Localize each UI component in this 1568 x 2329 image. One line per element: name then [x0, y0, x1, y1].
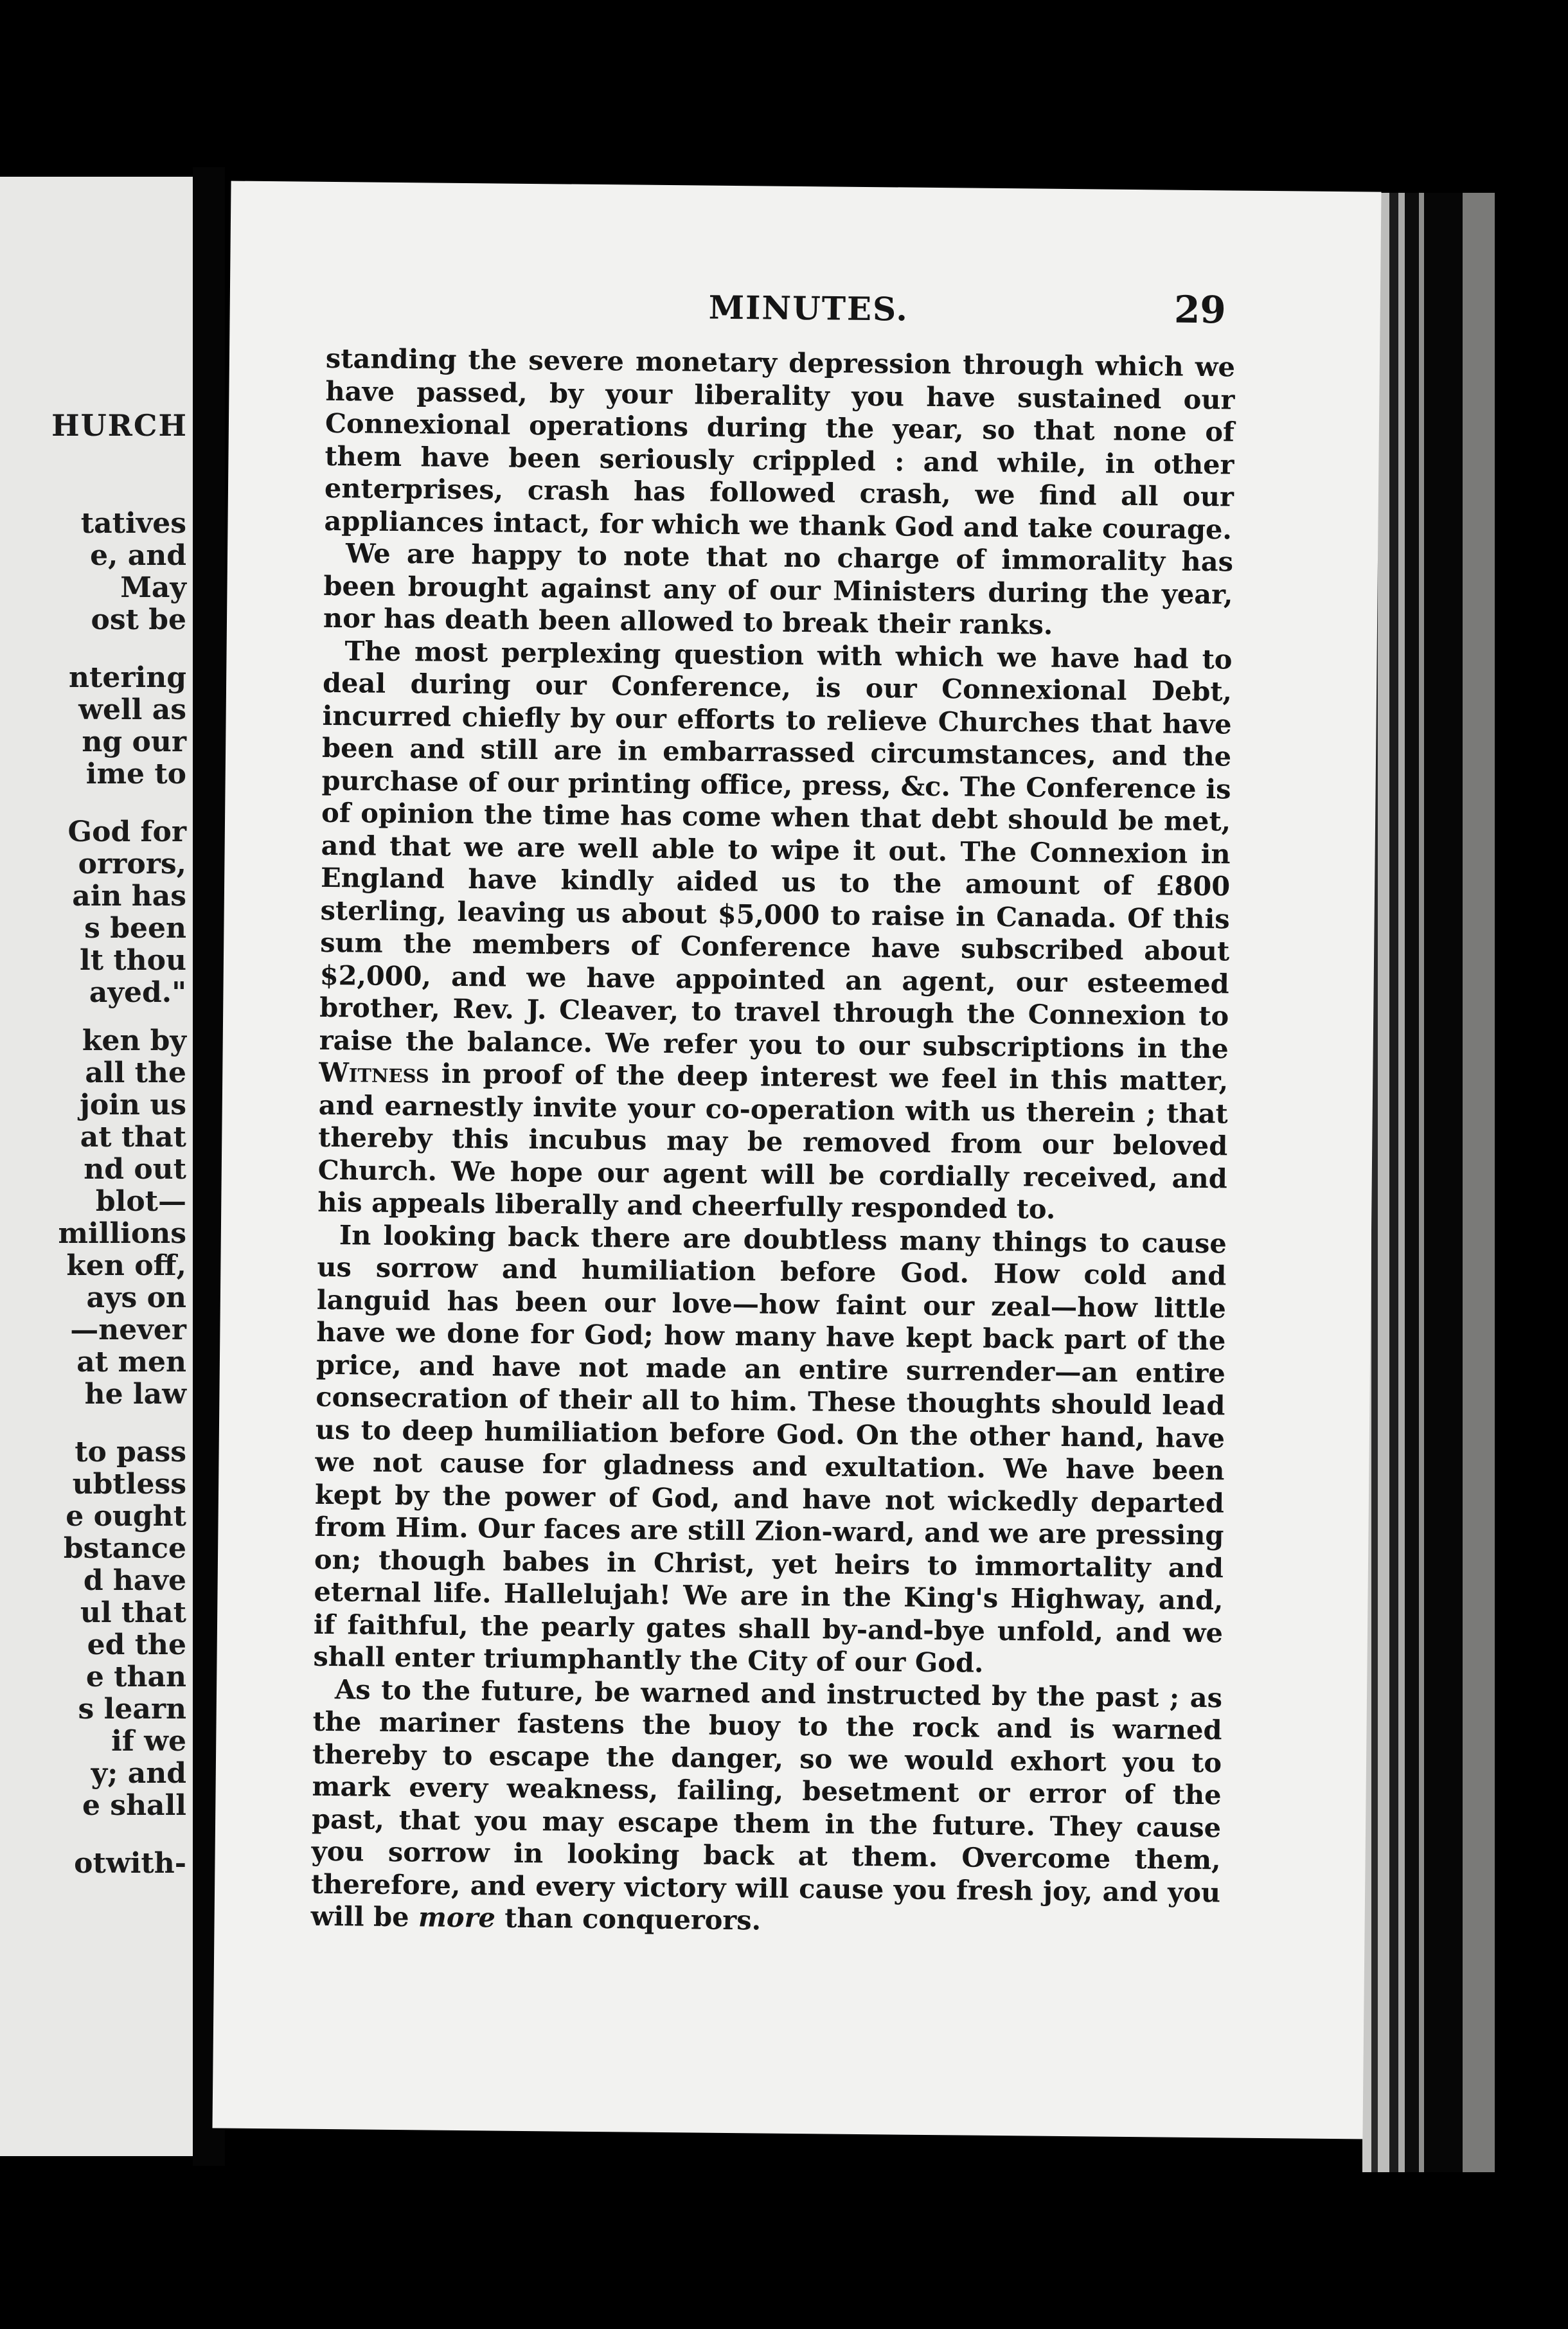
previous-page-line: bstance [63, 1532, 186, 1565]
text-run: in proof of the deep interest we feel in this matter, and earnestly invite your co-operation with us therein ; that thereby this incubus may be removed from our beloved Church. We hope our agent will be cordially received, and his appeals liberally and cheerfully responded to. [317, 1057, 1229, 1225]
page-edges [1362, 193, 1529, 2172]
paragraph [323, 537, 1233, 643]
previous-page-line: e ought [66, 1500, 186, 1533]
previous-page-line: s learn [78, 1693, 186, 1726]
text-run: We are happy to note that no charge of immorality has been brought against any of our Ministers during the year, nor has death been allowed to break their ranks. [323, 537, 1234, 641]
paragraph [324, 343, 1235, 546]
book-page [212, 181, 1381, 2139]
emphasis: more [418, 1901, 496, 1934]
previous-page-line: ken by [82, 1024, 186, 1057]
previous-page-line: at that [80, 1121, 186, 1154]
body-text [310, 343, 1235, 1941]
previous-page-line: d have [83, 1564, 186, 1597]
previous-page-line: —never [70, 1314, 186, 1346]
publication-name: Witness [319, 1056, 430, 1089]
previous-page-line: millions [58, 1217, 186, 1250]
text-run: standing the severe monetary depression through which we have passed, by your liberality you have sustained our Connexional operations during the year, so that none of them have been seriously crippled : and while, in other enterprises, crash has followed crash, we find all our appliances intact, for which we thank God and take courage. [324, 342, 1236, 545]
previous-page-line: ul that [80, 1596, 186, 1629]
paragraph [313, 1218, 1227, 1682]
previous-page-line: all the [85, 1057, 186, 1089]
previous-page-line: ntering [69, 661, 186, 694]
previous-page-line: ayed." [89, 976, 186, 1009]
previous-page-line: if we [111, 1725, 186, 1758]
previous-page-line: join us [79, 1089, 186, 1121]
previous-page-line: he law [84, 1378, 186, 1411]
running-title: MINUTES. [708, 288, 909, 328]
previous-page-line: May [120, 571, 186, 604]
previous-page-line: s been [84, 912, 186, 945]
previous-page-line: otwith- [74, 1847, 186, 1880]
text-run: than conquerors. [495, 1902, 762, 1936]
text-run: In looking back there are doubtless many things to cause us sorrow and humiliation before God. How cold and languid has been our love—how faint our zeal—how little have we done for God; how many have kept back part of the price, and have not made an entire surrender—an entire consecration of their all to him. These thoughts should lead us to deep humiliation before God. On the other hand, have we not cause for gladness and exultation. We have been kept by the power of God, and have not wickedly departed from Him. Our faces are still Zion-ward, and we are pressing on; though babes in Christ, yet heirs to immortality and eternal life. Hallelujah! We are in the King's Highway, and, if faithful, the pearly gates shall by-and-bye unfold, and we shall enter triumphantly the City of our God. [313, 1218, 1227, 1679]
previous-page-line: ng our [82, 726, 186, 758]
previous-page-line: e, and [90, 539, 186, 572]
paragraph [310, 1673, 1222, 1941]
text-run: The most perplexing question with which we have had to deal during our Conference, is our Connexional Debt, incurred chiefly by our efforts to relieve Churches that have been and still are in embarrassed circumstances, and the purchase of our printing office, press, &c. The Conference is of opinion the time has come when that debt should be met, and that we are well able to wipe it out. The Connexion in England have kindly aided us to the amount of £800 sterling, leaving us about $5,000 to raise in Canada. Of this sum the members of Conference have subscribed about $2,000, and we have appointed an agent, our esteemed brother, Rev. J. Cleaver, to travel through the Connexion to raise the balance. We refer you to our subscriptions in the [319, 634, 1233, 1064]
paragraph [317, 634, 1233, 1227]
previous-page-line: ost be [91, 603, 186, 636]
previous-page-line: ubtless [72, 1468, 186, 1501]
previous-page-line: blot— [95, 1185, 186, 1218]
previous-page-line: ain has [72, 880, 186, 913]
previous-page-line: at men [76, 1346, 186, 1379]
running-head [229, 283, 1380, 346]
previous-page-line: ime to [85, 758, 186, 790]
previous-page-line: ed the [87, 1629, 186, 1661]
previous-page-line: lt thou [79, 944, 186, 977]
previous-page-line: to pass [75, 1436, 186, 1468]
previous-page-line: tatives [80, 507, 186, 540]
previous-page-line: e than [85, 1661, 186, 1693]
text-run: As to the future, be warned and instructed by the past ; as the mariner fastens the buoy to the rock and is warned thereby to escape the danger, so we would exhort you to mark every weakness, failing, besetment or error of the past, that you may escape them in the future. They cause you sorrow in looking back at them. Overcome them, therefore, and every victory will cause you fresh joy, and you will be [310, 1673, 1223, 1933]
previous-page-line: nd out [84, 1153, 186, 1186]
previous-page-line: ken off, [66, 1249, 186, 1282]
previous-page-line: e shall [82, 1789, 186, 1822]
page-number: 29 [1173, 287, 1227, 332]
previous-page-line: God for [67, 816, 186, 848]
previous-page-line: well as [78, 693, 186, 726]
previous-page-line: orrors, [78, 848, 186, 880]
previous-page-line: ays on [86, 1281, 186, 1314]
previous-page-line: y; and [91, 1757, 186, 1790]
previous-page-fragment [0, 177, 193, 2156]
previous-page-header: HURCH [51, 408, 188, 443]
